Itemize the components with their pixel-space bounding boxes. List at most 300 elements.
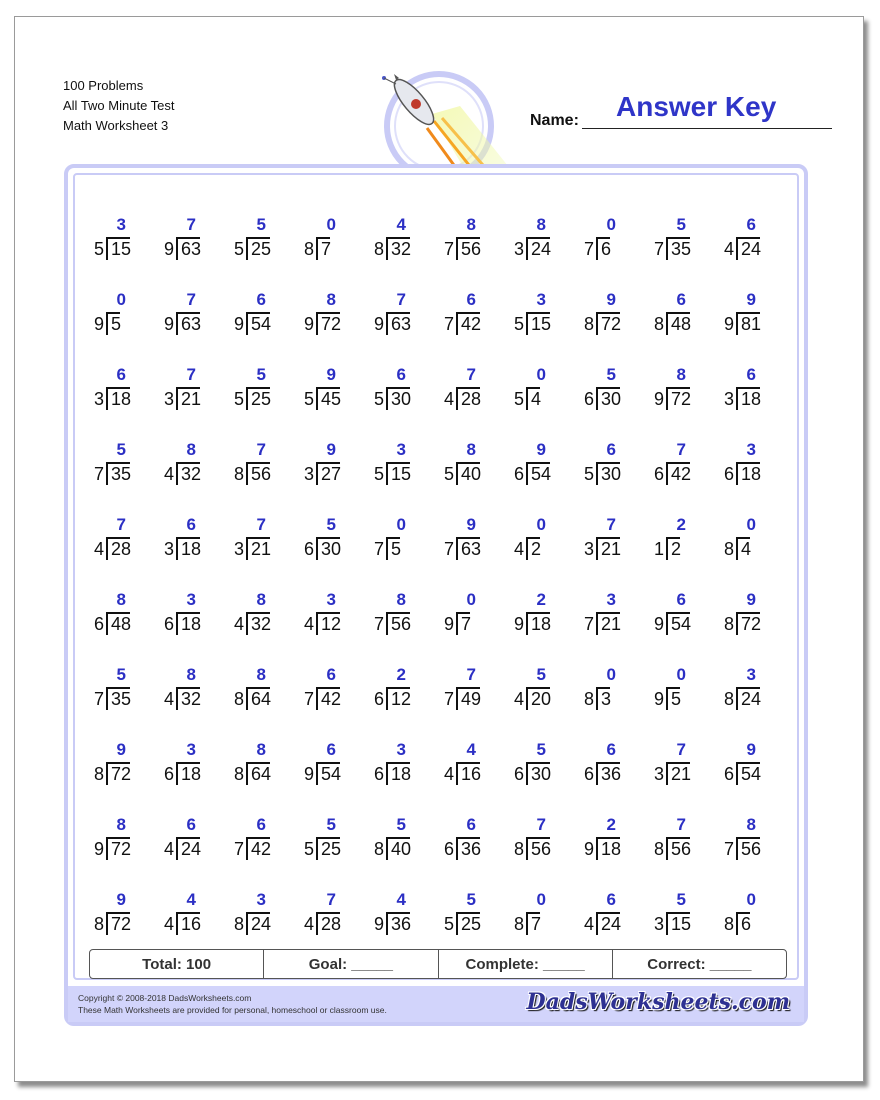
division-bracket: [316, 237, 318, 260]
quotient-answer: 9: [326, 440, 336, 459]
dividend: 25: [251, 389, 272, 409]
division-problem: [498, 210, 568, 262]
dividend: 21: [601, 614, 622, 634]
dividend: 81: [741, 314, 762, 334]
dividend: 15: [111, 239, 132, 259]
divisor: 3: [93, 389, 104, 409]
goal-cell: Goal: _____: [264, 950, 438, 978]
division-bracket: [316, 912, 318, 935]
division-bracket: [736, 837, 738, 860]
division-bracket: [106, 612, 108, 635]
dividend: 48: [671, 314, 692, 334]
divisor: 5: [303, 839, 314, 859]
division-problem: [358, 585, 428, 637]
quotient-answer: 5: [326, 815, 336, 834]
division-bracket: [526, 612, 528, 635]
divisor: 4: [443, 764, 454, 784]
divisor: 4: [163, 839, 174, 859]
dividend: 7: [531, 914, 542, 934]
division-problem: [358, 810, 428, 862]
division-bracket: [526, 537, 528, 560]
quotient-answer: 5: [396, 815, 406, 834]
quotient-answer: 5: [676, 215, 686, 234]
divisor: 8: [723, 539, 734, 559]
dividend: 28: [321, 914, 342, 934]
quotient-answer: 9: [116, 890, 126, 909]
quotient-answer: 6: [326, 740, 336, 759]
quotient-answer: 8: [536, 215, 546, 234]
dividend: 20: [531, 689, 552, 709]
division-bracket: [106, 237, 108, 260]
dividend: 25: [321, 839, 342, 859]
division-bracket: [736, 912, 738, 935]
division-bracket: [106, 837, 108, 860]
divisor: 9: [653, 614, 664, 634]
division-bracket: [316, 387, 318, 410]
division-bracket: [316, 462, 318, 485]
division-problem: [498, 285, 568, 337]
quotient-answer: 8: [466, 215, 476, 234]
divisor: 9: [303, 314, 314, 334]
quotient-answer: 6: [746, 365, 756, 384]
division-problem: [218, 885, 288, 937]
quotient-answer: 8: [466, 440, 476, 459]
division-bracket: [596, 387, 598, 410]
division-problem: [288, 360, 358, 412]
divisor: 7: [373, 614, 384, 634]
quotient-answer: 0: [606, 665, 616, 684]
dividend: 72: [111, 839, 132, 859]
division-problem: [148, 285, 218, 337]
division-problem: [568, 285, 638, 337]
quotient-answer: 0: [466, 590, 476, 609]
dividend: 63: [181, 239, 202, 259]
division-problem: [568, 735, 638, 787]
quotient-answer: 7: [396, 290, 406, 309]
division-problem: [78, 585, 148, 637]
dividend: 42: [321, 689, 342, 709]
dividend: 24: [741, 689, 762, 709]
quotient-answer: 8: [116, 590, 126, 609]
dividend: 72: [111, 914, 132, 934]
division-problem: [638, 810, 708, 862]
divisor: 6: [163, 764, 174, 784]
division-bracket: [246, 837, 248, 860]
quotient-answer: 2: [606, 815, 616, 834]
division-problem: [358, 510, 428, 562]
division-problem: [148, 735, 218, 787]
quotient-answer: 7: [186, 365, 196, 384]
divisor: 3: [653, 764, 664, 784]
division-bracket: [526, 912, 528, 935]
divisor: 6: [93, 614, 104, 634]
quotient-answer: 0: [676, 665, 686, 684]
division-bracket: [106, 462, 108, 485]
dividend: 18: [181, 614, 202, 634]
division-bracket: [526, 387, 528, 410]
dividend: 5: [391, 539, 402, 559]
dividend: 32: [391, 239, 412, 259]
quotient-answer: 6: [676, 590, 686, 609]
dividend: 5: [111, 314, 122, 334]
divisor: 7: [583, 239, 594, 259]
division-bracket: [596, 612, 598, 635]
division-problem: [498, 585, 568, 637]
quotient-answer: 0: [536, 365, 546, 384]
quotient-answer: 8: [186, 440, 196, 459]
division-bracket: [456, 612, 458, 635]
quotient-answer: 4: [186, 890, 196, 909]
quotient-answer: 6: [186, 815, 196, 834]
divisor: 6: [513, 464, 524, 484]
divisor: 9: [373, 314, 384, 334]
dividend: 24: [531, 239, 552, 259]
divisor: 5: [233, 239, 244, 259]
divisor: 9: [583, 839, 594, 859]
quotient-answer: 3: [326, 590, 336, 609]
division-problem: [638, 360, 708, 412]
divisor: 4: [303, 614, 314, 634]
division-problem: [498, 810, 568, 862]
dividend: 12: [391, 689, 412, 709]
divisor: 9: [653, 389, 664, 409]
divisor: 4: [93, 539, 104, 559]
division-problem: [288, 810, 358, 862]
quotient-answer: 0: [396, 515, 406, 534]
dividend: 7: [321, 239, 332, 259]
dividend: 63: [461, 539, 482, 559]
dividend: 56: [741, 839, 762, 859]
quotient-answer: 5: [116, 440, 126, 459]
division-problem: [498, 360, 568, 412]
division-bracket: [316, 312, 318, 335]
division-problem: [568, 660, 638, 712]
quotient-answer: 9: [466, 515, 476, 534]
divisor: 8: [233, 764, 244, 784]
division-problem: [428, 510, 498, 562]
quotient-answer: 7: [676, 440, 686, 459]
divisor: 8: [93, 764, 104, 784]
division-problem: [288, 210, 358, 262]
division-problem: [218, 210, 288, 262]
quotient-answer: 9: [536, 440, 546, 459]
division-problem: [638, 885, 708, 937]
divisor: 9: [443, 614, 454, 634]
divisor: 5: [513, 314, 524, 334]
dividend: 3: [601, 689, 612, 709]
dividend: 12: [321, 614, 342, 634]
division-problem: [288, 435, 358, 487]
divisor: 9: [163, 239, 174, 259]
division-problem: [568, 585, 638, 637]
divisor: 4: [583, 914, 594, 934]
dividend: 6: [741, 914, 752, 934]
division-bracket: [456, 537, 458, 560]
dividend: 36: [461, 839, 482, 859]
dividend: 18: [181, 539, 202, 559]
division-bracket: [246, 912, 248, 935]
division-bracket: [176, 837, 178, 860]
quotient-answer: 3: [536, 290, 546, 309]
dividend: 32: [181, 689, 202, 709]
divisor: 8: [513, 839, 524, 859]
divisor: 7: [723, 839, 734, 859]
division-problem: [288, 660, 358, 712]
divisor: 7: [303, 689, 314, 709]
division-bracket: [456, 687, 458, 710]
division-bracket: [736, 537, 738, 560]
copyright-line: Copyright © 2008-2018 DadsWorksheets.com: [78, 993, 252, 1003]
divisor: 7: [443, 539, 454, 559]
division-bracket: [666, 312, 668, 335]
dividend: 54: [531, 464, 552, 484]
quotient-answer: 6: [466, 290, 476, 309]
division-bracket: [526, 237, 528, 260]
dividend: 56: [531, 839, 552, 859]
division-bracket: [176, 462, 178, 485]
quotient-answer: 5: [536, 665, 546, 684]
dividend: 48: [111, 614, 132, 634]
division-problem: [358, 885, 428, 937]
division-problem: [638, 660, 708, 712]
division-bracket: [316, 612, 318, 635]
dividend: 54: [251, 314, 272, 334]
dividend: 15: [391, 464, 412, 484]
dividend: 56: [461, 239, 482, 259]
quotient-answer: 4: [396, 215, 406, 234]
division-bracket: [596, 837, 598, 860]
division-problem: [498, 510, 568, 562]
division-bracket: [736, 237, 738, 260]
division-problem: [78, 660, 148, 712]
division-bracket: [316, 762, 318, 785]
dadsworksheets-logo: DadsWorksheets.com: [526, 989, 790, 1015]
dividend: 27: [321, 464, 342, 484]
quotient-answer: 8: [256, 590, 266, 609]
division-bracket: [456, 237, 458, 260]
dividend: 40: [391, 839, 412, 859]
dividend: 42: [251, 839, 272, 859]
divisor: 5: [443, 914, 454, 934]
division-bracket: [386, 837, 388, 860]
division-problem: [78, 810, 148, 862]
division-bracket: [596, 237, 598, 260]
division-bracket: [106, 762, 108, 785]
division-bracket: [456, 837, 458, 860]
division-problem: [288, 585, 358, 637]
quotient-answer: 6: [256, 815, 266, 834]
division-problem: [358, 435, 428, 487]
quotient-answer: 5: [466, 890, 476, 909]
division-problem: [638, 585, 708, 637]
division-bracket: [736, 312, 738, 335]
division-bracket: [106, 387, 108, 410]
division-problem: [218, 285, 288, 337]
divisor: 8: [303, 239, 314, 259]
divisor: 7: [653, 239, 664, 259]
dividend: 28: [111, 539, 132, 559]
dividend: 72: [741, 614, 762, 634]
division-bracket: [596, 312, 598, 335]
quotient-answer: 5: [536, 740, 546, 759]
quotient-answer: 6: [606, 890, 616, 909]
dividend: 35: [111, 689, 132, 709]
division-problem: [428, 210, 498, 262]
division-problem: [568, 210, 638, 262]
divisor: 5: [513, 389, 524, 409]
quotient-answer: 0: [116, 290, 126, 309]
division-bracket: [526, 762, 528, 785]
division-problem: [78, 210, 148, 262]
division-bracket: [176, 912, 178, 935]
division-bracket: [666, 387, 668, 410]
dividend: 18: [531, 614, 552, 634]
division-bracket: [526, 687, 528, 710]
division-problem: [708, 810, 778, 862]
dividend: 4: [741, 539, 752, 559]
division-problem: [148, 810, 218, 862]
division-problem: [568, 510, 638, 562]
divisor: 7: [93, 464, 104, 484]
division-bracket: [666, 837, 668, 860]
division-bracket: [176, 237, 178, 260]
division-problem: [358, 660, 428, 712]
division-problem: [358, 735, 428, 787]
divisor: 9: [513, 614, 524, 634]
divisor: 9: [233, 314, 244, 334]
division-problem: [638, 285, 708, 337]
dividend: 54: [741, 764, 762, 784]
division-bracket: [246, 687, 248, 710]
division-bracket: [246, 387, 248, 410]
score-bar: [89, 949, 787, 979]
divisor: 8: [653, 314, 664, 334]
dividend: 54: [671, 614, 692, 634]
division-bracket: [596, 462, 598, 485]
problem-grid: [78, 210, 778, 940]
divisor: 4: [303, 914, 314, 934]
dividend: 24: [741, 239, 762, 259]
division-problem: [638, 735, 708, 787]
divisor: 9: [303, 764, 314, 784]
dividend: 63: [391, 314, 412, 334]
dividend: 18: [601, 839, 622, 859]
dividend: 72: [601, 314, 622, 334]
divisor: 6: [513, 764, 524, 784]
divisor: 7: [233, 839, 244, 859]
division-problem: [78, 510, 148, 562]
division-bracket: [176, 762, 178, 785]
divisor: 8: [723, 689, 734, 709]
division-problem: [358, 360, 428, 412]
quotient-answer: 8: [676, 365, 686, 384]
quotient-answer: 7: [256, 440, 266, 459]
quotient-answer: 5: [116, 665, 126, 684]
division-problem: [148, 585, 218, 637]
division-problem: [428, 660, 498, 712]
divisor: 8: [583, 314, 594, 334]
name-line: [582, 128, 832, 129]
quotient-answer: 7: [536, 815, 546, 834]
division-bracket: [386, 462, 388, 485]
division-bracket: [246, 537, 248, 560]
division-problem: [498, 435, 568, 487]
divisor: 3: [163, 539, 174, 559]
quotient-answer: 8: [746, 815, 756, 834]
division-problem: [708, 210, 778, 262]
division-bracket: [526, 462, 528, 485]
division-problem: [638, 210, 708, 262]
quotient-answer: 8: [116, 815, 126, 834]
dividend: 30: [601, 464, 622, 484]
dividend: 15: [671, 914, 692, 934]
division-problem: [428, 885, 498, 937]
quotient-answer: 6: [116, 365, 126, 384]
divisor: 5: [93, 239, 104, 259]
quotient-answer: 9: [746, 290, 756, 309]
division-bracket: [246, 462, 248, 485]
divisor: 5: [373, 389, 384, 409]
dividend: 2: [671, 539, 682, 559]
worksheet-info: [63, 76, 175, 136]
division-bracket: [386, 762, 388, 785]
divisor: 8: [233, 914, 244, 934]
divisor: 3: [303, 464, 314, 484]
dividend: 24: [181, 839, 202, 859]
division-problem: [78, 885, 148, 937]
division-problem: [428, 585, 498, 637]
division-problem: [218, 735, 288, 787]
division-bracket: [596, 762, 598, 785]
name-label: Name:: [530, 112, 579, 129]
division-bracket: [736, 762, 738, 785]
division-bracket: [666, 462, 668, 485]
division-bracket: [246, 762, 248, 785]
division-problem: [218, 360, 288, 412]
division-bracket: [526, 837, 528, 860]
division-bracket: [736, 687, 738, 710]
dividend: 35: [111, 464, 132, 484]
division-problem: [708, 585, 778, 637]
division-bracket: [106, 537, 108, 560]
divisor: 9: [163, 314, 174, 334]
divisor: 3: [583, 539, 594, 559]
dividend: 25: [461, 914, 482, 934]
quotient-answer: 7: [186, 290, 196, 309]
division-problem: [148, 885, 218, 937]
quotient-answer: 6: [746, 215, 756, 234]
quotient-answer: 9: [746, 590, 756, 609]
division-problem: [708, 435, 778, 487]
dividend: 42: [671, 464, 692, 484]
quotient-answer: 7: [116, 515, 126, 534]
divisor: 9: [93, 314, 104, 334]
division-bracket: [106, 912, 108, 935]
division-problem: [148, 360, 218, 412]
quotient-answer: 8: [256, 665, 266, 684]
division-bracket: [176, 612, 178, 635]
quotient-answer: 7: [466, 665, 476, 684]
quotient-answer: 3: [186, 740, 196, 759]
dividend: 54: [321, 764, 342, 784]
dividend: 30: [391, 389, 412, 409]
divisor: 9: [653, 689, 664, 709]
divisor: 4: [723, 239, 734, 259]
divisor: 3: [513, 239, 524, 259]
division-problem: [288, 285, 358, 337]
quotient-answer: 7: [676, 740, 686, 759]
dividend: 21: [251, 539, 272, 559]
